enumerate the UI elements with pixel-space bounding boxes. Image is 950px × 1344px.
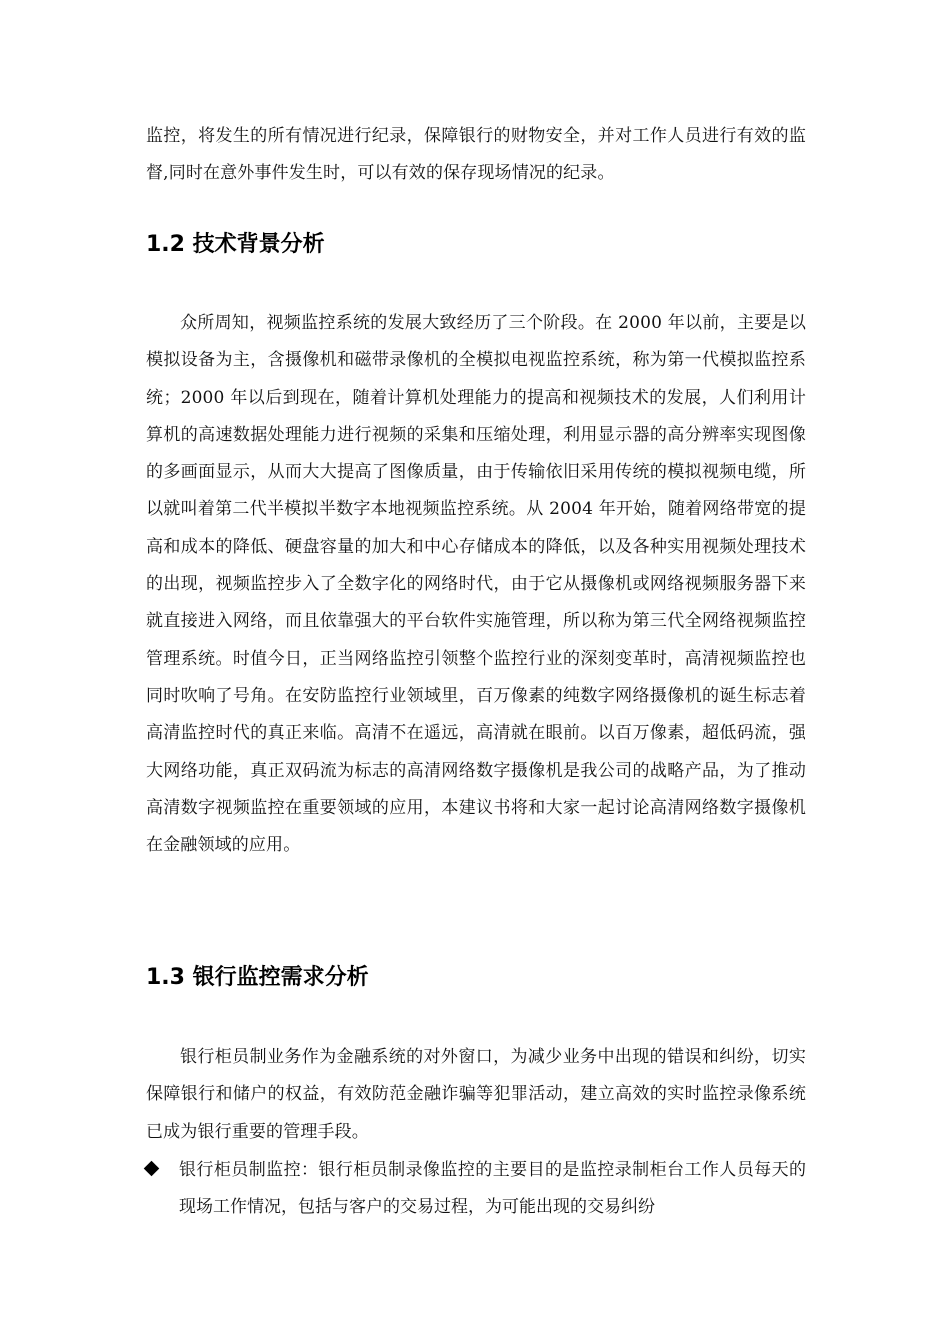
bullet-text: 银行柜员制监控：银行柜员制录像监控的主要目的是监控录制柜台工作人员每天的现场工作情况，包括与客户的交易过程，为可能出现的交易纠纷 [179, 1160, 806, 1218]
diamond-bullet-icon [144, 1161, 160, 1177]
section-heading-1-3: 1.3 银行监控需求分析 [146, 965, 369, 990]
intro-paragraph: 监控，将发生的所有情况进行纪录，保障银行的财物安全，并对工作人员进行有效的监督,同时在意外事件发生时，可以有效的保存现场情况的纪录。 [146, 126, 806, 184]
section-heading-1-2: 1.2 技术背景分析 [146, 232, 325, 257]
bullet-item [146, 1152, 806, 1227]
section-1-2-body [146, 305, 806, 864]
section-1-2-heading-block [146, 230, 806, 260]
background-paragraph: 众所周知，视频监控系统的发展大致经历了三个阶段。在 2000 年以前，主要是以模拟设备为主，含摄像机和磁带录像机的全模拟电视监控系统，称为第一代模拟监控系统；2000 年以后到现在，随着计算机处理能力的提高和视频技术的发展，人们利用计算机的高速数据处理能力进行视频的采集和压缩处理，利用显示器的高分辨率实现图像的多画面显示，从而大大提高了图像质量，由于传输依旧采用传统的模拟视频电缆，所以就叫着第二代半模拟半数字本地视频监控系统。从 2004 年开始，随着网络带宽的提高和成本的降低、硬盘容量的加大和中心存储成本的降低，以及各种实用视频处理技术的出现，视频监控步入了全数字化的网络时代，由于它从摄像机或网络视频服务器下来就直接进入网络，而且依靠强大的平台软件实施管理，所以称为第三代全网络视频监控管理系统。时值今日，正当网络监控引领整个监控行业的深刻变革时，高清视频监控也同时吹响了号角。在安防监控行业领域里，百万像素的纯数字网络摄像机的诞生标志着高清监控时代的真正来临。高清不在遥远，高清就在眼前。以百万像素，超低码流，强大网络功能，真正双码流为标志的高清网络数字摄像机是我公司的战略产品，为了推动高清数字视频监控在重要领域的应用，本建议书将和大家一起讨论高清网络数字摄像机在金融领域的应用。 [146, 313, 806, 856]
section-1-3-heading-block [146, 963, 806, 993]
requirements-paragraph: 银行柜员制业务作为金融系统的对外窗口，为减少业务中出现的错误和纠纷，切实保障银行和储户的权益，有效防范金融诈骗等犯罪活动，建立高效的实时监控录像系统已成为银行重要的管理手段。 [146, 1047, 806, 1142]
section-1-3-body [146, 1039, 806, 1151]
intro-block [146, 118, 806, 193]
